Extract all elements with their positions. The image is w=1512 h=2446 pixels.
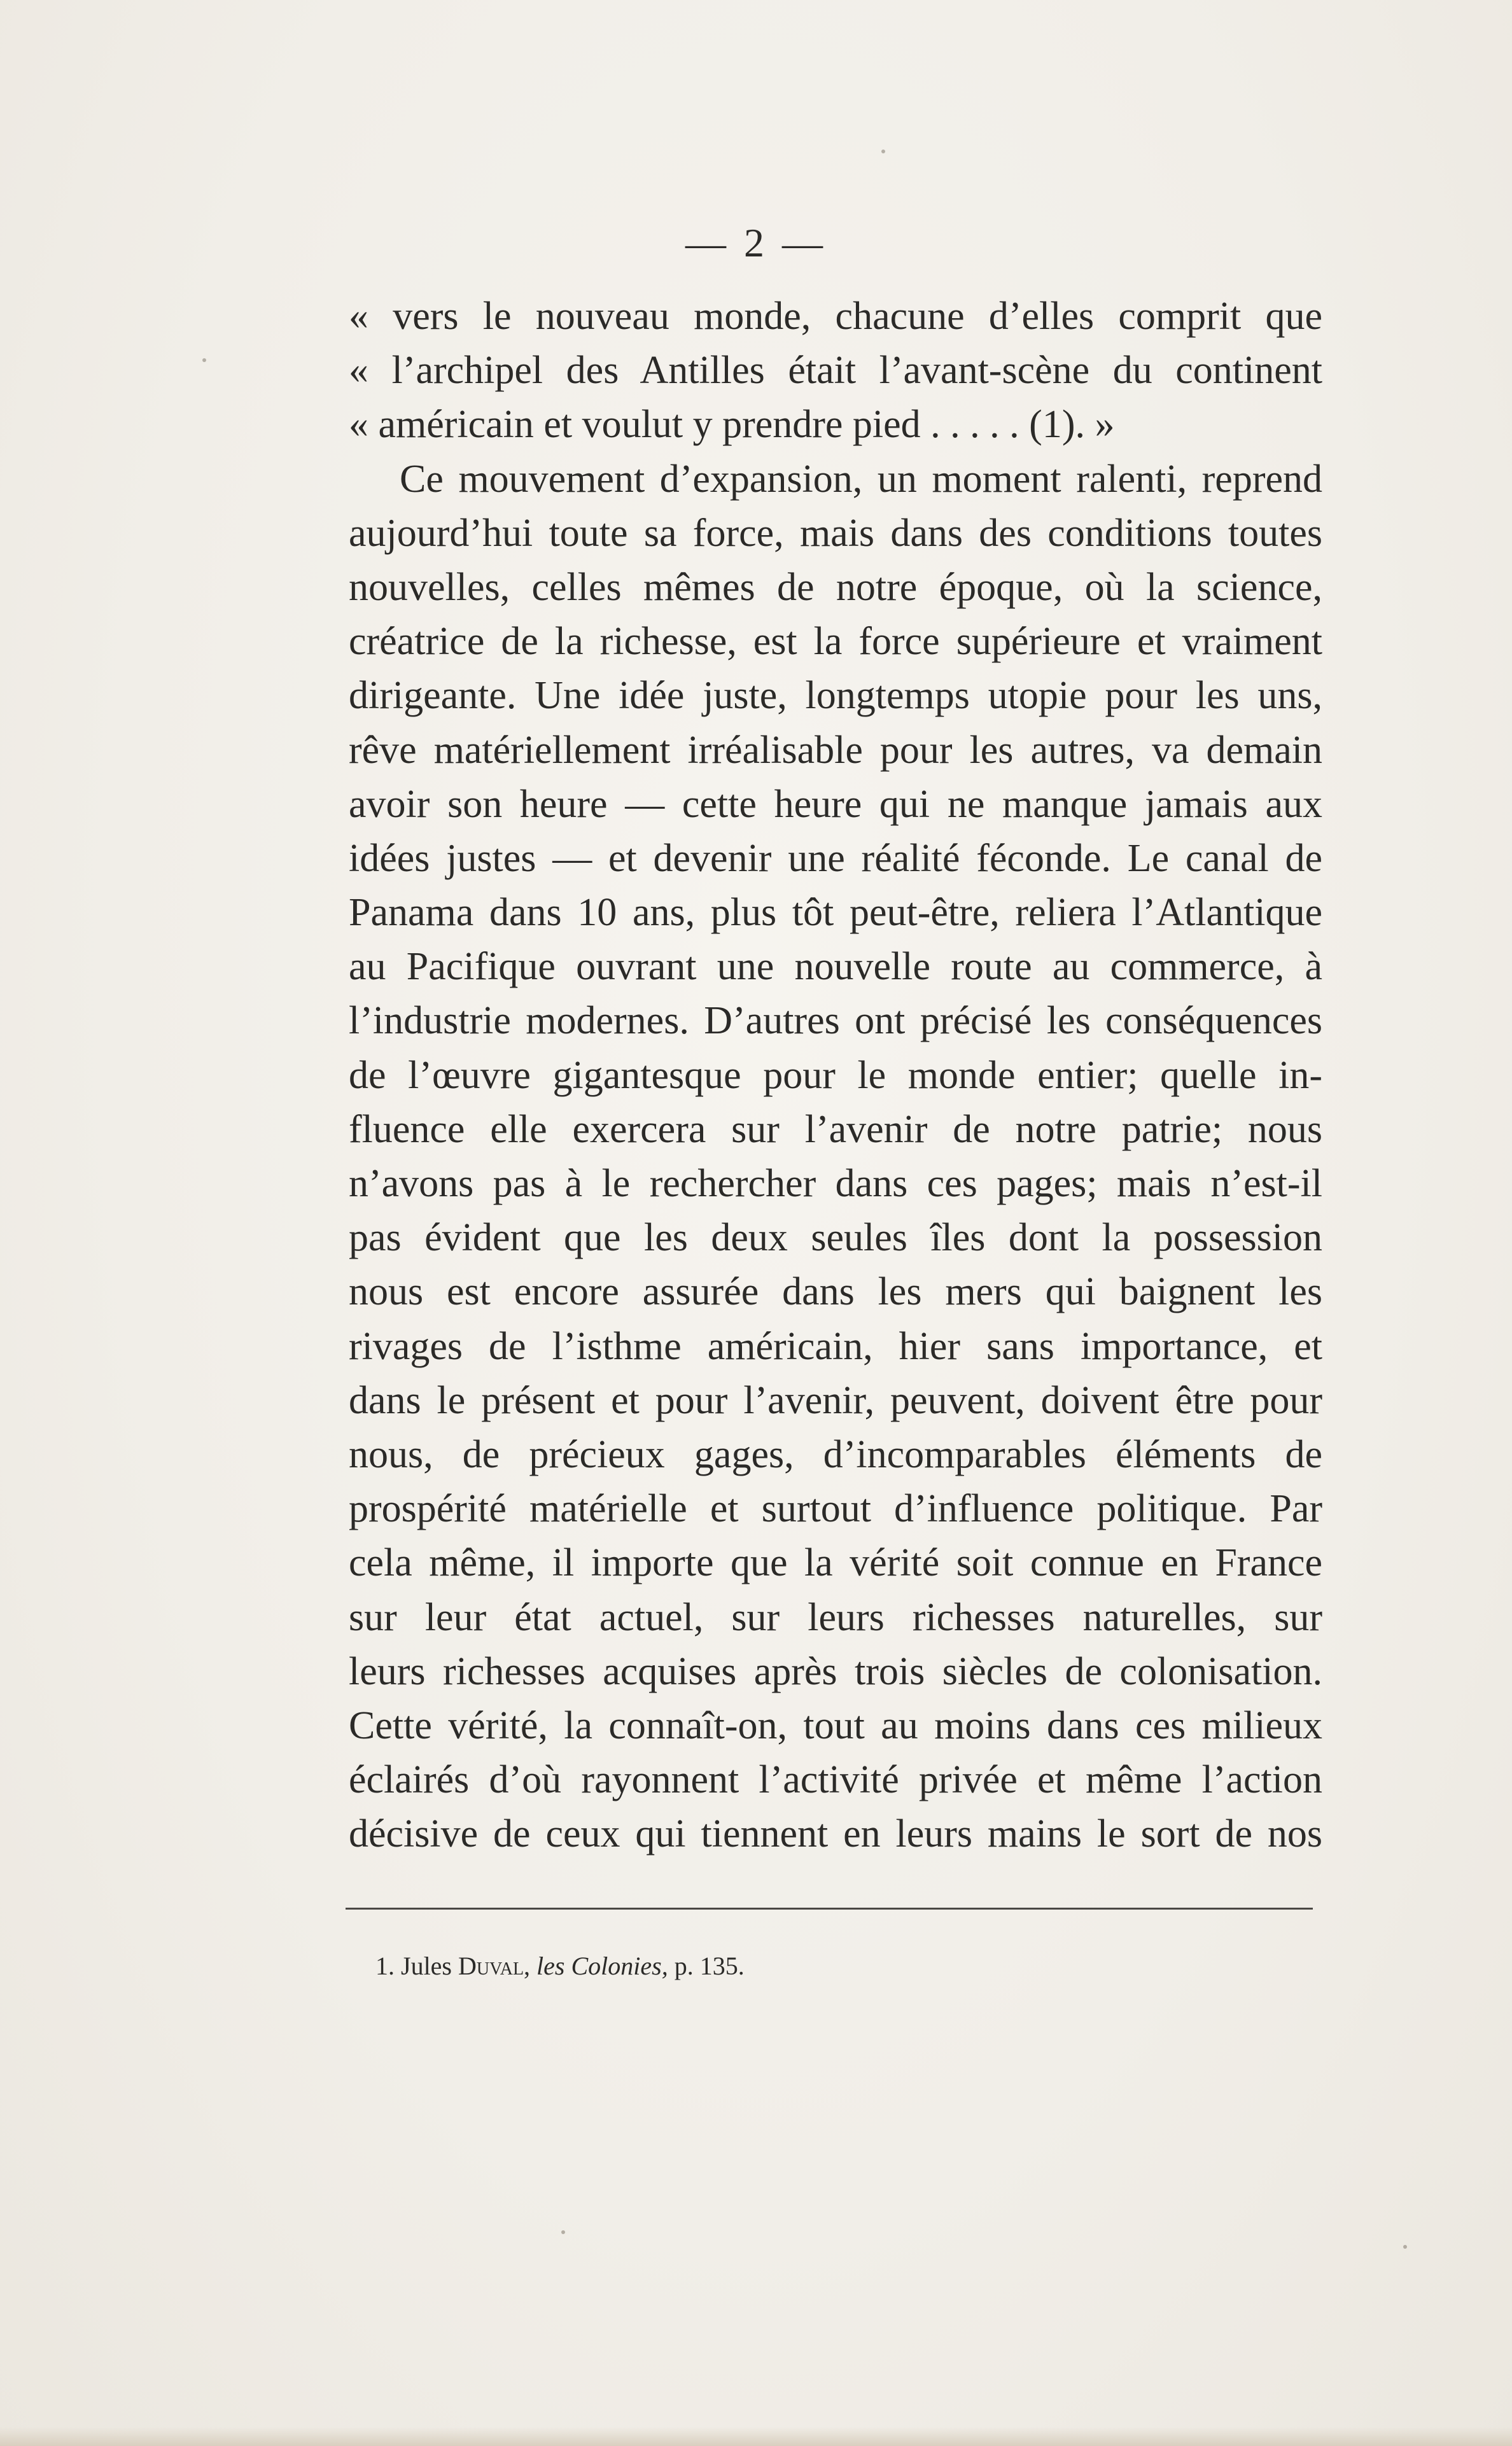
paper-speck	[202, 358, 206, 362]
text-line: créatrice de la richesse, est la force supérieure et vraiment	[349, 620, 1322, 664]
text-line: nous est encore assurée dans les mers qui baignent les	[349, 1270, 1322, 1314]
text-line: idées justes — et devenir une réalité féconde. Le canal de	[349, 836, 1322, 880]
text-line: « vers le nouveau monde, chacune d’elles comprit que	[349, 295, 1322, 338]
text-line: l’industrie modernes. D’autres ont précisé les conséquences	[349, 999, 1322, 1043]
text-line: Panama dans 10 ans, plus tôt peut-être, reliera l’Atlantique	[349, 891, 1322, 935]
footnote-author-first: Jules	[401, 1952, 452, 1980]
text-line: avoir son heure — cette heure qui ne manque jamais aux	[349, 782, 1322, 826]
footnote	[375, 1947, 745, 1985]
text-line: prospérité matérielle et surtout d’influence politique. Par	[349, 1487, 1322, 1531]
footnote-author-last: Duval,	[458, 1952, 531, 1980]
text-line: n’avons pas à le rechercher dans ces pages; mais n’est-il	[349, 1162, 1322, 1205]
paper-speck	[561, 2230, 565, 2234]
text-line: décisive de ceux qui tiennent en leurs mains le sort de nos	[349, 1812, 1322, 1856]
main-paragraph	[349, 290, 1322, 1861]
footnote-marker: 1.	[375, 1952, 395, 1980]
text-line: dirigeante. Une idée juste, longtemps utopie pour les uns,	[349, 674, 1322, 718]
text-line: fluence elle exercera sur l’avenir de notre patrie; nous	[349, 1107, 1322, 1151]
text-line: rivages de l’isthme américain, hier sans importance, et	[349, 1324, 1322, 1368]
text-line: éclairés d’où rayonnent l’activité privée et même l’action	[349, 1758, 1322, 1802]
paper-speck	[881, 150, 885, 153]
page-edge	[0, 2427, 1512, 2446]
text-line: nous, de précieux gages, d’incomparables éléments de	[349, 1432, 1322, 1476]
text-line: leurs richesses acquises après trois siècles de colonisation.	[349, 1649, 1322, 1693]
text-line: au Pacifique ouvrant une nouvelle route au commerce, à	[349, 945, 1322, 989]
text-line: Cette vérité, la connaît-on, tout au moins dans ces milieux	[349, 1703, 1322, 1747]
text-line: de l’œuvre gigantesque pour le monde entier; quelle in-	[349, 1053, 1322, 1097]
paper-speck	[1403, 2245, 1407, 2249]
text-line: nouvelles, celles mêmes de notre époque, où la science,	[349, 565, 1322, 609]
footnote-page-ref: p. 135.	[674, 1952, 745, 1980]
page-number: — 2 —	[685, 220, 827, 265]
text-line: « l’archipel des Antilles était l’avant-scène du continent	[349, 349, 1322, 393]
text-line: « américain et voulut y prendre pied . . . . . (1). »	[349, 403, 1115, 447]
text-line: pas évident que les deux seules îles dont la possession	[349, 1216, 1322, 1260]
footnote-separator	[346, 1908, 1313, 1910]
text-line: sur leur état actuel, sur leurs richesses naturelles, sur	[349, 1595, 1322, 1639]
text-line: rêve matériellement irréalisable pour les autres, va demain	[349, 728, 1322, 772]
text-line: cela même, il importe que la vérité soit connue en France	[349, 1541, 1322, 1585]
text-line: aujourd’hui toute sa force, mais dans des conditions toutes	[349, 511, 1322, 555]
footnote-work-title: les Colonies,	[536, 1952, 668, 1980]
text-line: dans le présent et pour l’avenir, peuvent, doivent être pour	[349, 1378, 1322, 1422]
text-line: Ce mouvement d’expansion, un moment ralenti, reprend	[400, 457, 1322, 501]
